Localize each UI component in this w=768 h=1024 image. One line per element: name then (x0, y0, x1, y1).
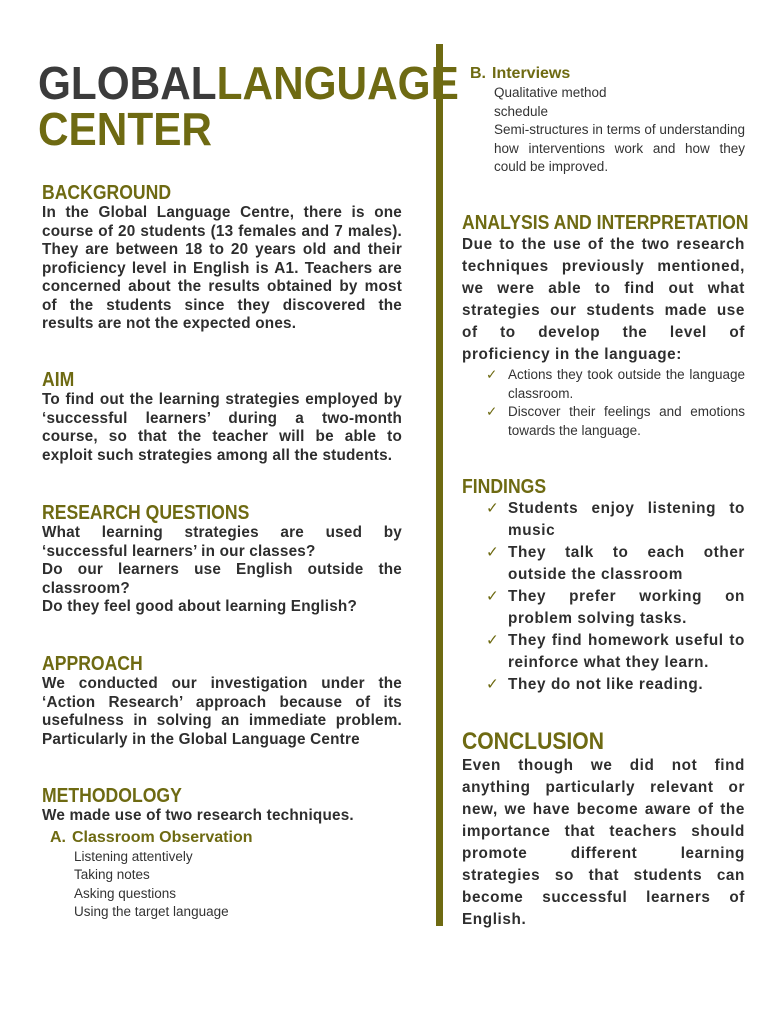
approach-text: We conducted our investigation under the ‘Action Research’ approach because of its usefulness in solving an immediate problem. Particularly in the Global Language Centre (42, 675, 402, 748)
interviews-label: Interviews (492, 65, 571, 82)
findings-heading: FINDINGS (462, 476, 547, 498)
conclusion-heading: CONCLUSION (462, 728, 604, 755)
title-center: CENTER (38, 103, 212, 155)
observation-marker: A. (50, 828, 66, 846)
aim-heading: AIM (42, 369, 75, 391)
background-heading: BACKGROUND (42, 182, 172, 204)
approach-section (42, 653, 402, 749)
findings-section (462, 476, 745, 696)
observation-item: Listening attentively (74, 848, 193, 864)
column-divider (436, 44, 443, 926)
title-language: LANGUAGE (216, 57, 459, 109)
check-icon: ✓ (486, 500, 500, 517)
research-question-1: What learning strategies are used by ‘successful learners’ in our classes? (42, 524, 402, 560)
interviews-item: Semi-structures in terms of understanding how interventions work and how they could be improved. (494, 122, 745, 174)
findings-item (486, 674, 745, 696)
conclusion-section (462, 729, 745, 931)
research-questions-heading: RESEARCH QUESTIONS (42, 502, 250, 524)
findings-list (462, 498, 745, 696)
conclusion-text: Even though we did not find anything particularly relevant or new, we have become aware of the importance that teachers should promote different learning strategies so that students can become successful learners of English. (462, 757, 745, 928)
check-icon: ✓ (486, 676, 500, 693)
check-icon: ✓ (486, 544, 500, 561)
research-question-3: Do they feel good about learning English? (42, 598, 357, 615)
analysis-item (486, 366, 745, 403)
check-icon: ✓ (486, 632, 500, 649)
background-text: In the Global Language Centre, there is one course of 20 students (13 females and 7 males). They are between 18 to 20 years old and their proficiency level in English is A1. Teachers are concerned about the results obtained by most of the students since they discovered the results are not the expected ones. (42, 204, 402, 332)
methodology-section (42, 785, 402, 922)
check-icon: ✓ (486, 588, 500, 605)
findings-item-text: They find homework useful to reinforce what they learn. (508, 632, 745, 671)
interviews-item: schedule (494, 103, 549, 119)
analysis-text: Due to the use of the two research techniques previously mentioned, we were able to find out what strategies our students made use of to develop the level of proficiency in the language: (462, 236, 745, 363)
check-icon: ✓ (486, 367, 498, 382)
observation-item: Asking questions (74, 885, 177, 901)
interviews-marker: B. (470, 65, 486, 82)
interviews-block (462, 64, 745, 177)
findings-item (486, 630, 745, 674)
findings-item-text: They prefer working on problem solving tasks. (508, 588, 745, 627)
research-questions-section (42, 502, 402, 617)
findings-item (486, 498, 745, 542)
approach-heading: APPROACH (42, 653, 143, 675)
research-question-2: Do our learners use English outside the classroom? (42, 561, 402, 597)
analysis-item-text: Discover their feelings and emotions towards the language. (508, 404, 745, 438)
methodology-intro: We made use of two research techniques. (42, 807, 354, 824)
findings-item (486, 542, 745, 586)
background-section (42, 182, 402, 334)
title-block (38, 57, 459, 155)
interviews-item: Qualitative method (494, 85, 607, 100)
page-title (38, 57, 459, 155)
interviews-subheading (462, 64, 745, 84)
analysis-item (486, 403, 745, 440)
title-global: GLOBAL (38, 57, 217, 109)
observation-item: Taking notes (74, 867, 150, 882)
aim-text: To find out the learning strategies employed by ‘successful learners’ during a two-month course, so that the teacher will be able to exploit such strategies among all the students. (42, 391, 402, 464)
analysis-heading: ANALYSIS AND INTERPRETATION (462, 212, 749, 234)
observation-subheading (42, 828, 402, 848)
findings-item-text: They talk to each other outside the classroom (508, 544, 745, 583)
observation-list (42, 848, 402, 922)
findings-item-text: They do not like reading. (508, 676, 704, 693)
analysis-section (462, 212, 749, 440)
methodology-heading: METHODOLOGY (42, 785, 182, 807)
observation-item: Using the target language (74, 904, 229, 919)
interviews-list (462, 84, 745, 177)
aim-section (42, 369, 402, 465)
observation-label: Classroom Observation (72, 828, 253, 846)
analysis-list (462, 366, 745, 440)
analysis-item-text: Actions they took outside the language classroom. (508, 367, 745, 401)
check-icon: ✓ (486, 404, 498, 419)
findings-item (486, 586, 745, 630)
findings-item-text: Students enjoy listening to music (508, 500, 745, 539)
